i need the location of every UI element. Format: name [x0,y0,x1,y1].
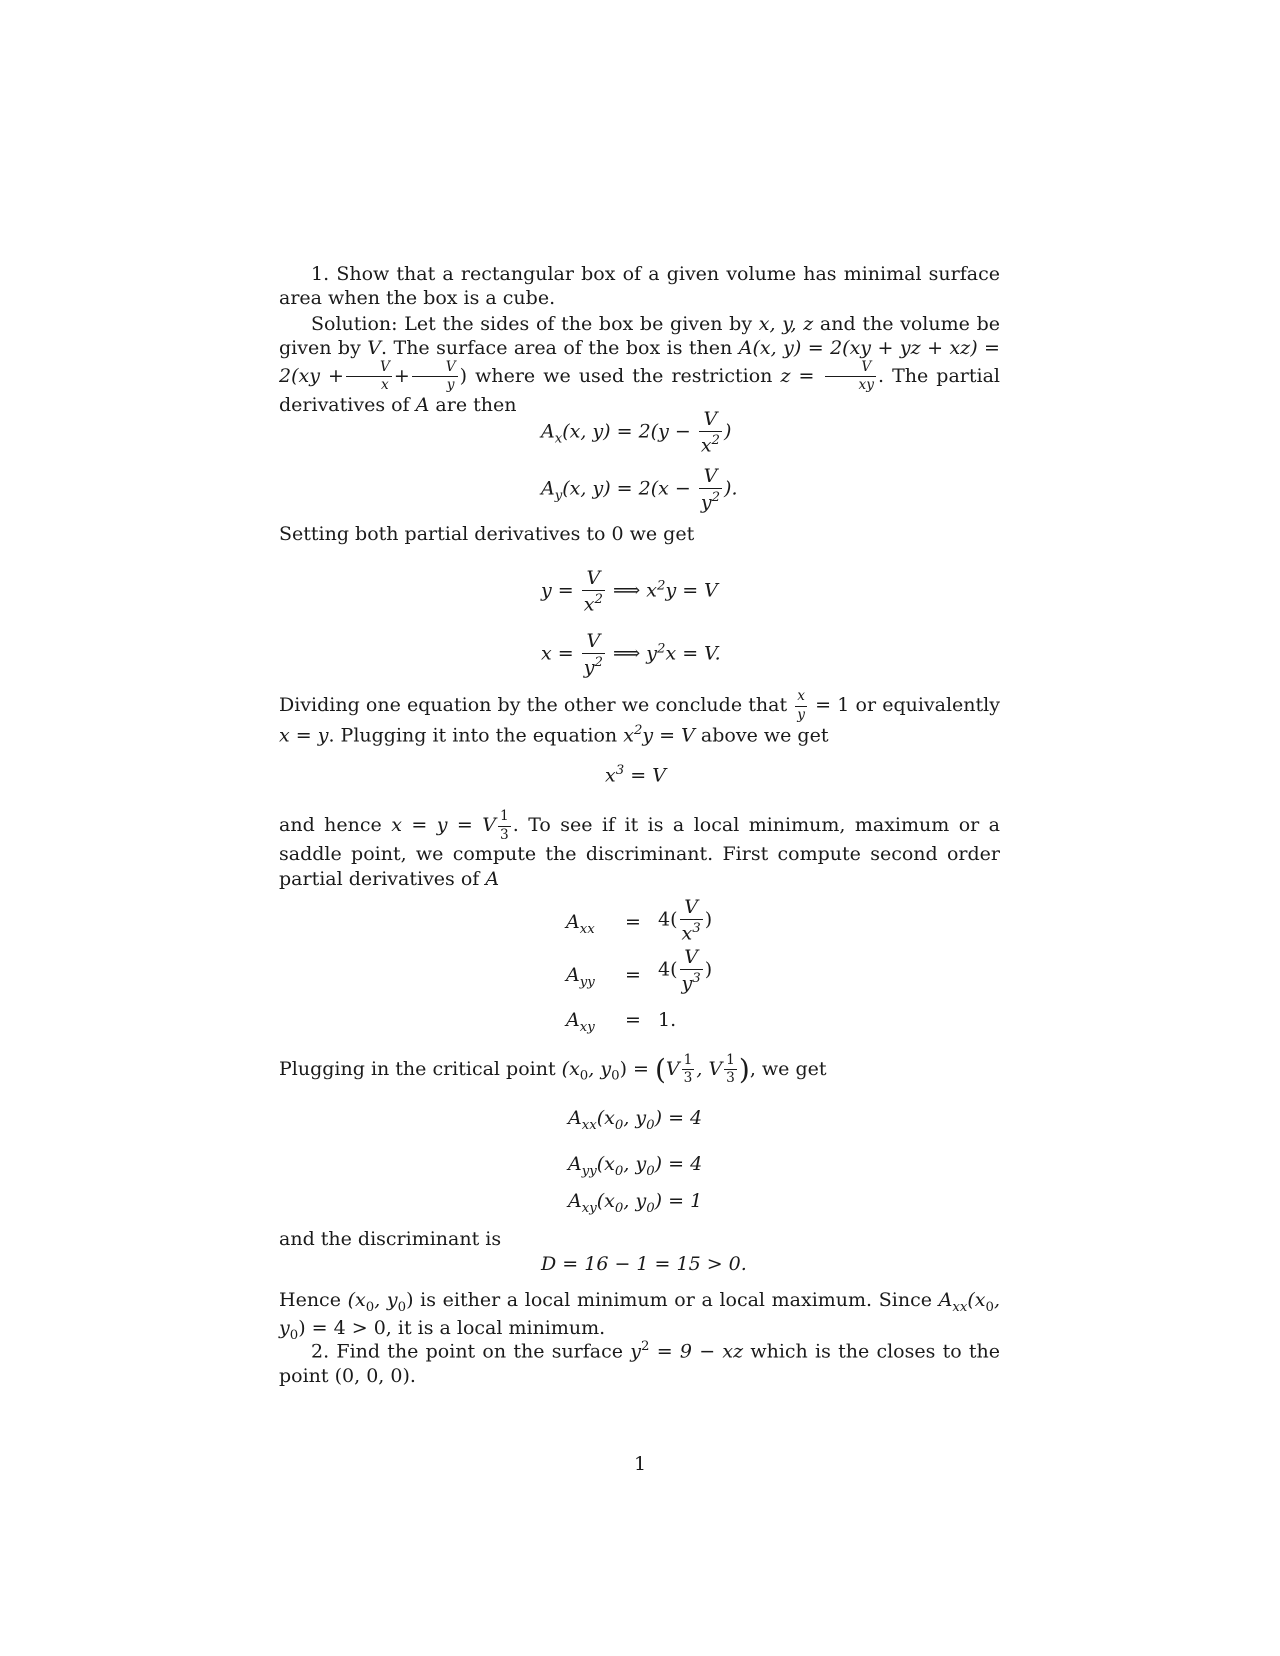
problem-2-statement: 2. Find the point on the surface $y^2 = 9$ − xz which is the closes to the point (0, 0, 0). [279,1339,1001,1387]
conclusion-paragraph: Hence ($x_0$, $y_0$) is either a local minimum or a local maximum. Since $A_{xx}(x_0$, $y_0) = 4 > 0$, it is a local minimum. [279,1289,1000,1343]
hence-paragraph: and hence x = y = V $\frac{1}{3}$ . To see if it is a local minimum, maximum or a saddle point, we compute the discriminant. First compute second order partial derivatives of A [279,808,1001,890]
setting-text: Setting both partial derivatives to 0 we get [279,523,695,545]
page-number: 1 [633,1453,647,1475]
problem-1-statement: 1. Show that a rectangular box of a given volume has minimal surface area when the box is a cube. [279,263,1000,310]
axy-eq-sign: = [625,1009,641,1031]
partial-ax-equation: $A_x(x$, y) = 2(y − $\frac{V}{x^2}$ ) [541,408,732,457]
partial-ay-equation: $A_y(x$, y) = 2(x − $\frac{V}{y^2}$ ). [541,465,738,514]
axy-label: $A_{xy}$ [566,1009,595,1035]
axx-value: $A_{xx}(x_0$, $y_0) = 4$ [568,1107,703,1133]
axx-label: $A_{xx}$ [566,911,595,937]
dividing-paragraph: Dividing one equation by the other we conclude that $\frac{x}{y}$ = 1 or equivalently x = y. Plugging it into the equation $x^2y = V$ above we get [279,688,1000,747]
axy-rhs: 1. [658,1009,677,1031]
ayy-value: $A_{yy}(x_0$, $y_0) = 4$ [568,1153,703,1179]
axx-rhs: 4( $\frac{V}{x^3}$ ) [658,896,713,945]
discriminant-equation: D = 16 − 1 = 15 > 0. [541,1253,747,1275]
plugging-line: Plugging in the critical point ($x_0$, $y_0) = (V$ $\frac{1}{3}$ , V $\frac{1}{3}$ ), we get [279,1051,827,1087]
system-eq-1: y = $\frac{V}{x^2}$ ⟹ $x^2y = V$ [541,567,718,616]
solution-paragraph: Solution: Let the sides of the box be given by x, y, z and the volume be given by V. The surface area of the box is then A(x, y) = 2(xy + yz + xz) = 2(xy + $\frac{V}{x}$ + $\frac{V}{y}$ ) where we used the restriction z = $\frac{V}{xy}$ . The partial derivatives of A are then [279,313,1000,416]
ayy-label: $A_{yy}$ [566,964,595,990]
cube-equation: $x^3 = V$ [605,763,666,787]
discriminant-text: and the discriminant is [279,1228,502,1250]
ayy-rhs: 4( $\frac{V}{y^3}$ ) [658,946,713,995]
axx-eq-sign: = [625,911,641,933]
ayy-eq-sign: = [625,964,641,986]
system-eq-2: x = $\frac{V}{y^2}$ ⟹ $y^2x = V$. [541,630,721,679]
axy-value: $A_{xy}(x_0$, $y_0) = 1$ [568,1190,703,1216]
